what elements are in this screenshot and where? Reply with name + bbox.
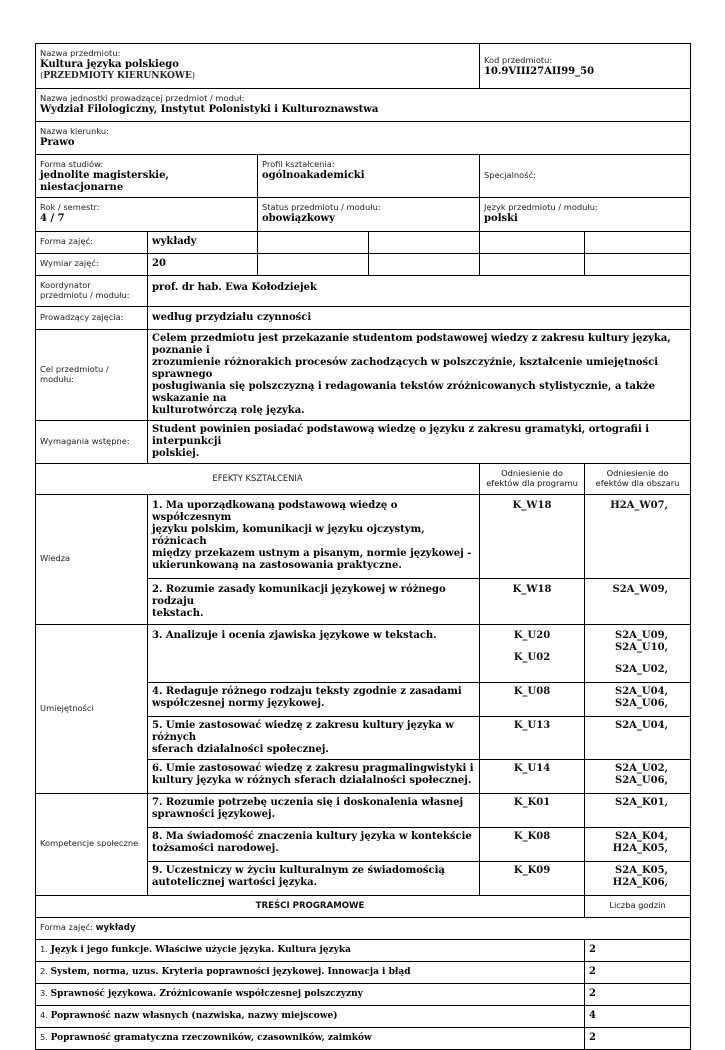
topic-3-text: Sprawność językowa. Zróżnicowanie współczesnej polszczyzny: [50, 989, 363, 1000]
effect-3-area: S2A_U09,: [614, 629, 669, 641]
topic-row-5: [36, 1027, 691, 1049]
effect-row-3: [36, 624, 691, 682]
topic-1-hours: 2: [589, 944, 596, 956]
effect-2-area: S2A_W09,: [612, 583, 669, 595]
hours-row: [36, 253, 691, 275]
effect-6-area: S2A_U06,: [614, 774, 669, 786]
effect-9-line: autotelicznej wartości języka.: [152, 876, 318, 888]
program-ref-header-1: Odniesienie do: [501, 468, 563, 478]
year-semester-label: Rok / semestr:: [40, 201, 100, 212]
topic-4-hours: 4: [589, 1010, 596, 1022]
effect-4-line: współczesnej normy językowej.: [152, 697, 325, 709]
language-value: polski: [484, 212, 518, 224]
instructor-row: [36, 306, 691, 329]
unit-label: Nazwa jednostki prowadzącej przedmiot / moduł:: [40, 93, 245, 103]
effect-3-area: S2A_U02,: [614, 663, 669, 675]
profile-value: ogólnoakademicki: [262, 169, 365, 181]
instructor-label: Prowadzący zajęcia:: [40, 311, 124, 322]
effect-9-line: 9. Uczestniczy w życiu kulturalnym ze świadomością: [152, 864, 445, 876]
effect-6-line: 6. Umie zastosować wiedzę z zakresu pragmalingwistyki i: [152, 762, 474, 774]
effect-9-area: H2A_K06,: [612, 876, 669, 888]
topic-row-2: [36, 961, 691, 983]
category-competences: Kompetencje społeczne: [40, 838, 139, 849]
subject-group: (PRZEDMIOTY KIERUNKOWE): [40, 69, 196, 81]
topic-5-text: Poprawność gramatyczna rzeczowników, czasowników, zaimków: [50, 1033, 372, 1044]
category-knowledge: Wiedza: [40, 553, 71, 564]
effect-5-program: K_U13: [513, 719, 551, 731]
study-form-value: jednolite magisterskie, niestacjonarne: [40, 169, 169, 193]
hours-value: 20: [152, 258, 166, 270]
topic-3-number: 3.: [40, 988, 48, 999]
effect-9-program: K_K09: [513, 864, 551, 876]
requirements-line-1: Student powinien posiadać podstawową wiedzę o języku z zakresu gramatyki, ortografii i interpunkcji: [152, 423, 650, 447]
effect-5-line: sferach działalności społecznej.: [152, 743, 329, 755]
study-form-row: [36, 155, 691, 198]
requirements-line-2: polskiej.: [152, 447, 200, 459]
subject-row: [36, 44, 691, 89]
course-syllabus-form: [35, 43, 690, 1050]
effect-3-program: K_U02: [513, 651, 551, 663]
effect-5-line: 5. Umie zastosować wiedzę z zakresu kultury języka w różnych: [152, 719, 454, 743]
language-label: Język przedmiotu / modułu:: [484, 201, 598, 212]
topic-row-3: [36, 983, 691, 1005]
effect-7-line: sprawności językowej.: [152, 808, 276, 820]
goal-line-2: zrozumienie różnorakich procesów zachodzących w polszczyźnie, kształcenie umiejętności sprawnego: [152, 356, 659, 380]
requirements-label: Wymagania wstępne:: [40, 435, 130, 446]
program-ref-header-2: efektów dla programu: [486, 477, 578, 488]
status-value: obowiązkowy: [262, 212, 335, 224]
effect-8-area: H2A_K05,: [612, 842, 669, 854]
category-skills: Umiejętności: [40, 702, 94, 713]
status-label: Status przedmiotu / modułu:: [262, 201, 381, 212]
effect-7-line: 7. Rozumie potrzebę uczenia się i doskonalenia własnej: [152, 796, 464, 808]
effect-7-area: S2A_K01,: [615, 796, 669, 808]
effect-4-area: S2A_U04,: [614, 685, 669, 697]
effect-3-program: K_U20: [513, 629, 551, 641]
area-ref-header-1: Odniesienie do: [606, 468, 669, 478]
topic-4-text: Poprawność nazw własnych (nazwiska, nazwy miejscowe): [50, 1011, 338, 1022]
coordinator-value: prof. dr hab. Ewa Kołodziejek: [152, 281, 317, 293]
year-semester-value: 4 / 7: [40, 212, 65, 224]
effect-7-program: K_K01: [513, 796, 551, 808]
effect-1-line: języku polskim, komunikacji w języku ojczystym, różnicach: [152, 523, 425, 547]
effect-2-line: 2. Rozumie zasady komunikacji językowej w różnego rodzaju: [152, 583, 446, 607]
effect-2-line: tekstach.: [152, 607, 204, 619]
content-hours-label: Liczba godzin: [609, 900, 666, 911]
goal-line-1: Celem przedmiotu jest przekazanie studentom podstawowej wiedzy z zakresu kultury języka, poznanie i: [152, 332, 671, 356]
goal-line-3: posługiwania się polszczyzną i redagowania tekstów zróżnicowanych stylistycznie, a także wskazanie na: [152, 380, 655, 404]
subject-name-label: Nazwa przedmiotu:: [40, 48, 121, 58]
class-form-row: [36, 231, 691, 253]
effect-row-7: [36, 793, 691, 827]
effect-1-line: ukierunkowaną na zastosowania praktyczne.: [152, 559, 402, 571]
effect-1-area: H2A_W07,: [610, 499, 669, 511]
subject-name: Kultura języka polskiego: [40, 58, 179, 70]
effect-3-line: 3. Analizuje i ocenia zjawiska językowe w tekstach.: [152, 629, 437, 641]
subject-code-label: Kod przedmiotu:: [484, 55, 553, 65]
topic-5-number: 5.: [40, 1032, 48, 1043]
coordinator-label-2: przedmiotu / modułu:: [40, 289, 130, 300]
class-form-value: wykłady: [152, 236, 197, 248]
topic-1-text: Język i jego funkcje. Właściwe użycie języka. Kultura języka: [50, 945, 351, 956]
effect-5-area: S2A_U04,: [614, 719, 669, 731]
topic-4-number: 4.: [40, 1010, 48, 1021]
effect-1-program: K_W18: [512, 499, 552, 511]
topic-row-1: [36, 939, 691, 961]
topic-2-hours: 2: [589, 966, 596, 978]
subject-code: 10.9VIII27AII99_50: [484, 65, 595, 77]
content-title: TREŚCI PROGRAMOWE: [255, 901, 365, 912]
instructor-value: według przydziału czynności: [152, 311, 312, 323]
requirements-row: [36, 420, 691, 463]
effect-6-area: S2A_U02,: [614, 762, 669, 774]
topic-1-number: 1.: [40, 944, 48, 955]
effect-6-program: K_U14: [513, 762, 551, 774]
effects-header-row: [36, 463, 691, 494]
specialty-label: Specjalność:: [484, 170, 536, 180]
class-form-label: Forma zajęć:: [40, 236, 93, 247]
goal-row: [36, 329, 691, 420]
effect-8-line: tożsamości narodowej.: [152, 842, 279, 854]
content-header-row: [36, 895, 691, 917]
goal-line-4: kulturotwórczą rolę języka.: [152, 404, 305, 416]
topic-2-number: 2.: [40, 966, 48, 977]
effect-1-line: 1. Ma uporządkowaną podstawową wiedzę o współczesnym: [152, 499, 398, 523]
coordinator-label-1: Koordynator: [40, 280, 91, 290]
year-row: [36, 197, 691, 231]
goal-label-2: modułu:: [40, 373, 75, 384]
goal-label-1: Cel przedmiotu /: [40, 364, 109, 374]
effect-4-area: S2A_U06,: [614, 697, 669, 709]
study-form-label: Forma studiów:: [40, 159, 104, 169]
effect-2-program: K_W18: [512, 583, 552, 595]
effect-9-area: S2A_K05,: [615, 864, 669, 876]
effect-8-area: S2A_K04,: [615, 830, 669, 842]
coordinator-row: [36, 275, 691, 306]
topic-row-4: [36, 1005, 691, 1027]
profile-label: Profil kształcenia:: [262, 159, 335, 169]
effect-3-area: S2A_U10,: [614, 641, 669, 653]
content-form-label: Forma zajęć:: [40, 922, 93, 933]
unit-value: Wydział Filologiczny, Instytut Polonistyki i Kulturoznawstwa: [40, 103, 379, 115]
field-label: Nazwa kierunku:: [40, 126, 109, 136]
effect-8-program: K_K08: [513, 830, 551, 842]
field-row: [36, 122, 691, 155]
effect-8-line: 8. Ma świadomość znaczenia kultury języka w kontekście: [152, 830, 472, 842]
effect-6-line: kultury języka w różnych sferach działalności społecznej.: [152, 774, 472, 786]
hours-label: Wymiar zajęć:: [40, 258, 99, 269]
field-value: Prawo: [40, 136, 75, 148]
effect-4-line: 4. Redaguje różnego rodzaju teksty zgodnie z zasadami: [152, 685, 462, 697]
effect-row-1: [36, 494, 691, 578]
unit-row: [36, 89, 691, 122]
content-form-value: wykłady: [95, 923, 136, 934]
topic-3-hours: 2: [589, 988, 596, 1000]
area-ref-header-2: efektów dla obszaru: [595, 477, 680, 488]
content-form-row: [36, 917, 691, 939]
subject-group-value: PRZEDMIOTY KIERUNKOWE: [43, 70, 192, 81]
effect-4-program: K_U08: [513, 685, 551, 697]
effect-1-line: między przekazem ustnym a pisanym, normie językowej -: [152, 547, 472, 559]
syllabus-table: [35, 43, 691, 1050]
topic-5-hours: 2: [589, 1032, 596, 1044]
effects-title: EFEKTY KSZTAŁCENIA: [212, 473, 303, 484]
topic-2-text: System, norma, uzus. Kryteria poprawności językowej. Innowacja i błąd: [50, 967, 411, 978]
